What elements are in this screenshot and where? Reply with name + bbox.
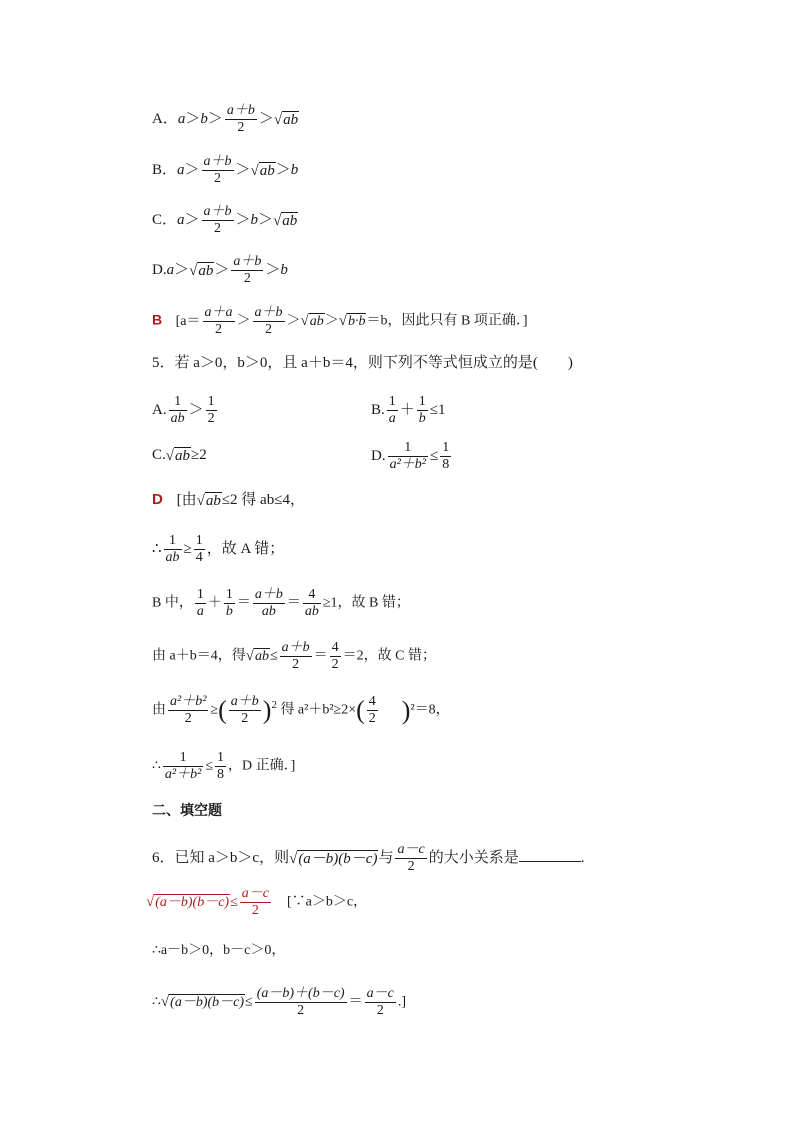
fraction: $\frac{a+a}{2}$: [204, 305, 233, 337]
sqrt: √ab: [189, 262, 214, 279]
answer-blank[interactable]: [519, 847, 581, 862]
q5-option-d[interactable]: D. $\frac{1}{\text{a²＋b²}}$ ≤ $\frac{1}{8}$: [371, 440, 450, 472]
q4-answer: B [a＝ $\frac{a+a}{2}$ ＞ $\frac{a+b}{2}$ ＞√ab＞√b·b＝b，因此只有 B 项正确．]: [152, 305, 528, 337]
q6-answer-line3: ∴√(a－b)(b－c)≤ $\frac{(a-b)+(b-c)}{2}$ ＝ $\frac{a-c}{2}$ .]: [152, 986, 406, 1018]
sqrt: √ab: [165, 447, 190, 464]
q5-answer-line1: D [由√ab≤2 得 ab≤4，: [152, 491, 305, 509]
sqrt: √(a－b)(b－c): [146, 894, 230, 910]
fraction: $\frac{a+b}{2}$: [254, 305, 283, 337]
sqrt: √(a－b)(b－c): [160, 994, 245, 1010]
fraction: $\frac{4}{2}$: [331, 640, 339, 672]
sqrt: √ab: [300, 313, 324, 329]
q5-option-b[interactable]: B. $\frac{1}{a}$ ＋ $\frac{1}{b}$ ≤1: [371, 394, 446, 426]
fraction: $\frac{a+b}{2}$: [226, 103, 255, 135]
q5-answer-line5: 由 $\frac{\text{a²＋b²}}{2}$ ≥( $\frac{a+b}{2}$ )$^2$ 得 a²＋b²≥2×( $\frac{4}{2}$ )²＝8，: [152, 694, 450, 726]
q5-stem: 5．若 a＞0，b＞0，且 a＋b＝4，则下列不等式恒成立的是( ): [152, 355, 573, 371]
fraction: $\frac{1}{\text{a²＋b²}}$: [389, 440, 426, 472]
q6-answer-line2: ∴a－b＞0，b－c＞0，: [152, 943, 286, 958]
fraction: $\frac{1}{a}$: [388, 394, 396, 426]
sqrt: √ab: [273, 111, 299, 128]
q5-option-a[interactable]: A. $\frac{1}{ab}$ ＞ $\frac{1}{2}$: [152, 394, 215, 426]
q4-option-c[interactable]: C．a＞ $\frac{a+b}{2}$ ＞b＞√ab: [152, 204, 298, 236]
fraction: $\frac{a+b}{2}$: [203, 154, 232, 186]
fraction: $\frac{a+b}{2}$: [281, 640, 310, 672]
fraction: $\frac{4}{ab}$: [304, 587, 319, 619]
fraction: $\frac{1}{a}$: [196, 587, 204, 619]
sqrt: √ab: [273, 212, 298, 229]
sqrt: √b·b: [338, 313, 366, 329]
fraction: $\frac{1}{ab}$: [170, 394, 185, 426]
q5-answer-line2: ∴ $\frac{1}{ab}$ ≥ $\frac{1}{4}$ ，故 A 错；: [152, 533, 285, 565]
fraction: $\frac{a-c}{2}$: [366, 986, 394, 1018]
sqrt: √ab: [245, 648, 269, 664]
fraction: $\frac{1}{8}$: [442, 440, 450, 472]
fraction: $\frac{1}{2}$: [207, 394, 215, 426]
fraction: $\frac{\text{a²＋b²}}{2}$: [170, 694, 207, 726]
sqrt: √ab: [196, 492, 221, 509]
q6-stem: 6．已知 a＞b＞c，则√(a－b)(b－c)与 $\frac{a-c}{2}$ 的大小关系是 .: [152, 842, 585, 874]
q5-answer-line4: 由 a＋b＝4，得√ab≤ $\frac{a+b}{2}$ ＝ $\frac{4}{2}$ ＝2，故 C 错；: [152, 640, 436, 672]
fraction: $\frac{1}{b}$: [418, 394, 426, 426]
sqrt: √ab: [250, 162, 275, 179]
fraction: $\frac{1}{b}$: [225, 587, 233, 619]
section-title: 二、填空题: [152, 802, 222, 818]
q4-option-d[interactable]: D.a＞√ab＞ $\frac{a+b}{2}$ ＞b: [152, 254, 288, 286]
fraction: $\frac{a-c}{2}$: [397, 842, 425, 874]
fraction: $\frac{a-c}{2}$: [241, 886, 270, 918]
sqrt: √(a－b)(b－c): [289, 850, 378, 867]
fraction: $\frac{4}{2}$: [368, 694, 376, 726]
fraction: $\frac{1}{\text{a²＋b²}}$: [164, 750, 202, 782]
answer-letter: D: [152, 491, 163, 508]
answer-letter: B: [152, 311, 163, 328]
fraction: $\frac{1}{8}$: [217, 750, 225, 782]
q5-answer-line6: ∴ $\frac{1}{\text{a²＋b²}}$ ≤ $\frac{1}{8}$ ，D 正确．]: [152, 750, 296, 782]
fraction: $\frac{1}{4}$: [195, 533, 203, 565]
fraction: $\frac{a+b}{2}$: [233, 254, 262, 286]
fraction: $\frac{a+b}{ab}$: [254, 587, 283, 619]
fraction: $\frac{a+b}{2}$: [230, 694, 259, 726]
q6-answer-line1: √(a－b)(b－c)≤ $\frac{a-c}{2}$ [∵a＞b＞c，: [146, 886, 368, 918]
q5-answer-line3: B 中， $\frac{1}{a}$ ＋ $\frac{1}{b}$ ＝ $\frac{a+b}{ab}$ ＝ $\frac{4}{ab}$ ≥1，故 B 错；: [152, 587, 410, 619]
fraction: $\frac{a+b}{2}$: [203, 204, 232, 236]
fraction: $\frac{1}{ab}$: [165, 533, 180, 565]
fraction: $\frac{(a-b)+(b-c)}{2}$: [256, 986, 345, 1018]
answer-expression: √(a－b)(b－c)≤ $\frac{a-c}{2}$: [146, 886, 270, 918]
q5-option-c[interactable]: C.√ab≥2: [152, 447, 207, 464]
q4-option-b[interactable]: B．a＞ $\frac{a+b}{2}$ ＞√ab＞b: [152, 154, 299, 186]
q4-option-a[interactable]: A．a＞b＞ $\frac{a+b}{2}$ ＞√ab: [152, 103, 299, 135]
